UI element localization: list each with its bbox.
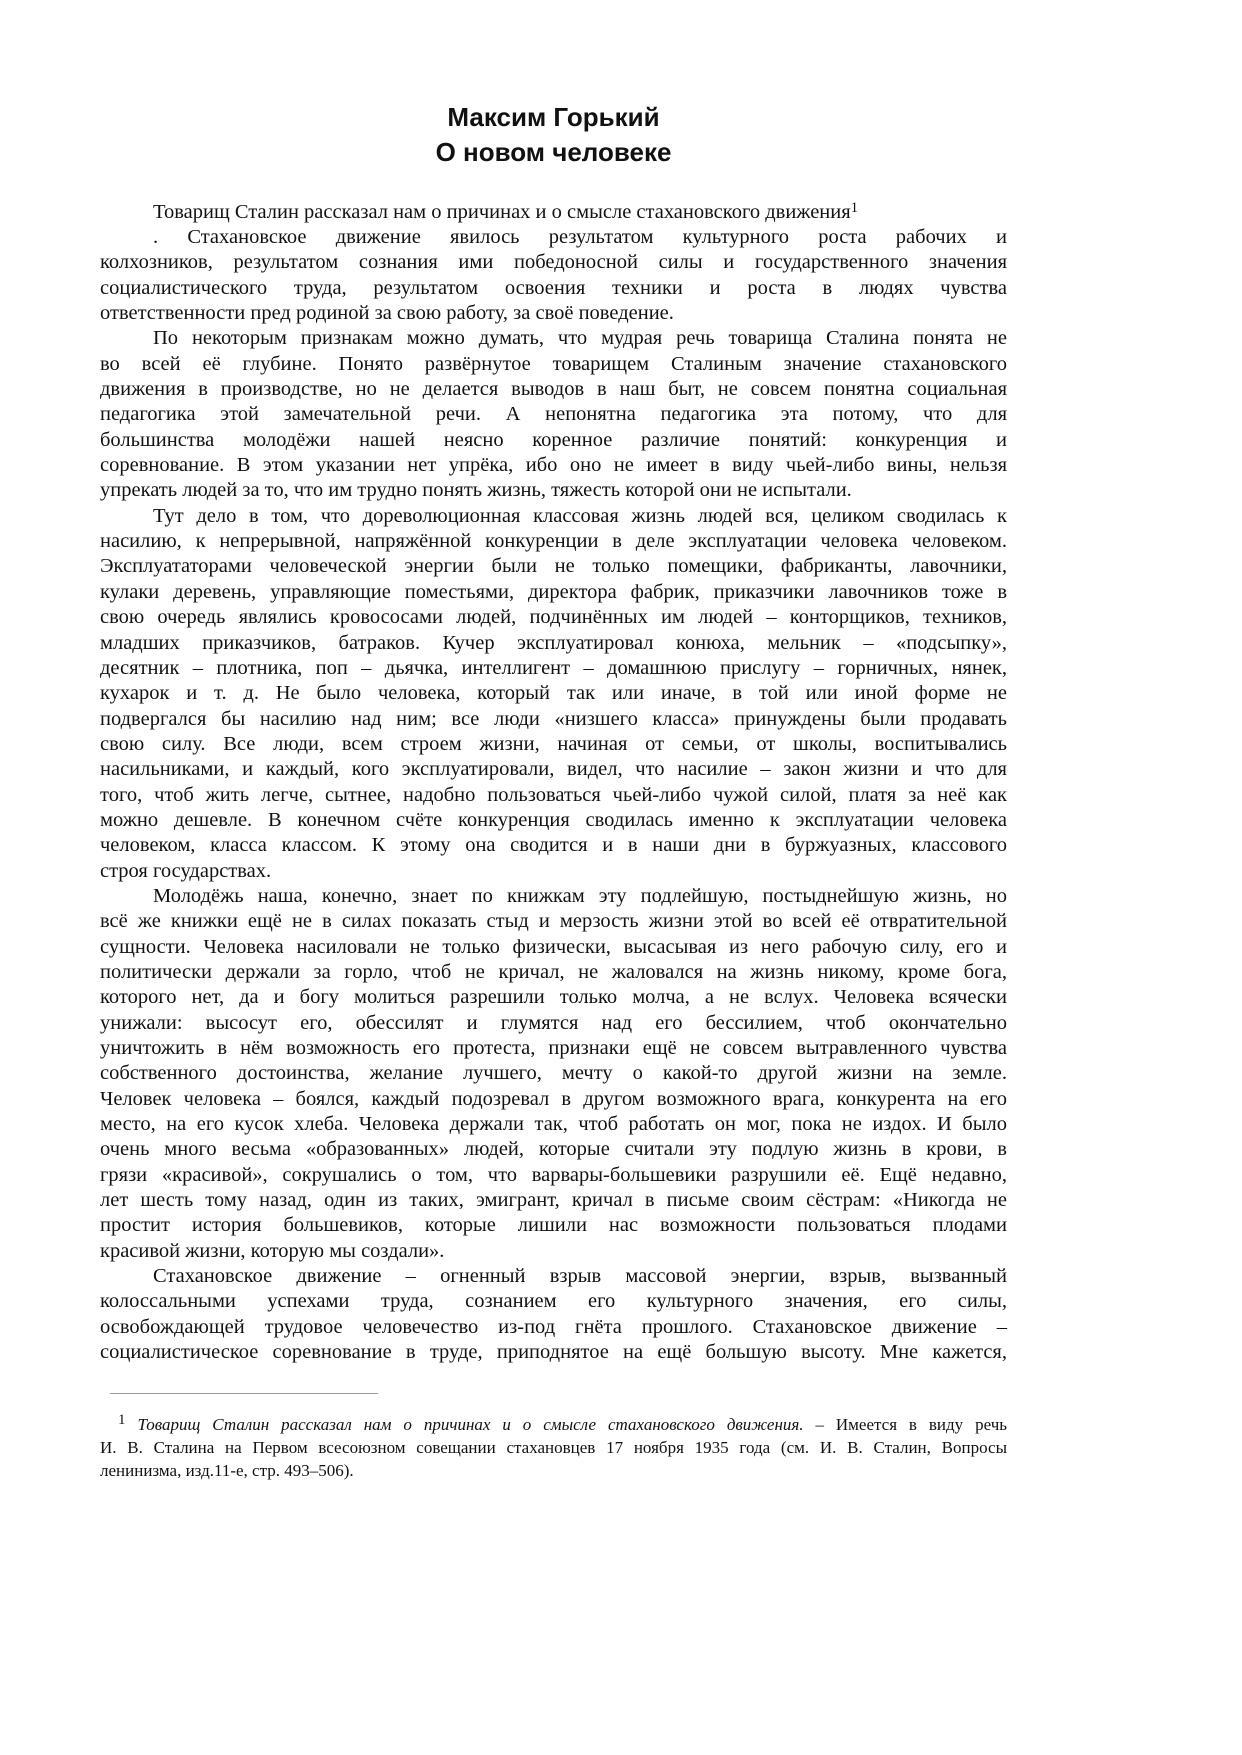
paragraph — [100, 1264, 1007, 1365]
footnote — [100, 1413, 1007, 1482]
text-line: грязи «красивой», сокрушались о том, что варвары-большевики разрушили её. Ещё недавно, — [100, 1163, 1007, 1186]
text-line: упрекать людей за то, что им трудно понять жизнь, тяжесть которой они не испытали. — [100, 479, 852, 502]
text-line: Тут дело в том, что дореволюционная классовая жизнь людей вся, целиком сводилась к — [153, 504, 1007, 527]
text-line: строя государствах. — [100, 859, 272, 882]
text-line — [100, 197, 1007, 225]
text-line: уничтожить в нём возможность его протеста, признаки ещё не совсем вытравленного чувства — [100, 1037, 1007, 1059]
text-line: насильниками, и каждый, кого эксплуатировали, видел, что насилие – закон жизни и что для — [100, 758, 1007, 781]
footnote-reference[interactable]: 1 — [850, 200, 859, 216]
paragraph — [100, 197, 1007, 326]
text-line: кухарок и т. д. Не было человека, который так или иначе, в той или иной форме не — [100, 682, 1007, 705]
footnote-line: И. В. Сталина на Первом всесоюзном совещании стахановцев 17 ноября 1935 года (см. И. В. Сталин, Вопросы — [100, 1438, 1007, 1457]
work-title: О новом человеке — [435, 137, 672, 167]
text-line: . Стахановское движение явилось результатом культурного роста рабочих и — [153, 226, 1007, 248]
text-line: место, на его кусок хлеба. Человека держали так, чтоб работать он мог, пока не издох. И было — [100, 1113, 1007, 1136]
paragraph — [100, 326, 1007, 503]
text-line: можно дешевле. В конечном счёте конкуренция сводилась именно к эксплуатации человека — [100, 808, 1007, 831]
text-line-content: Товарищ Сталин рассказал нам о причинах и о смысле стахановского движения — [153, 201, 851, 223]
text-line: во всей её глубине. Понято развёрнутое товарищем Сталиным значение стахановского — [100, 352, 1007, 375]
text-line: сущности. Человека насиловали не только физически, высасывая из него рабочую силу, его и — [100, 935, 1007, 958]
paragraph — [100, 884, 1007, 1264]
text-line: Человек человека – боялся, каждый подозревал в другом возможного врага, конкурента на его — [100, 1087, 1007, 1110]
text-line: движения в производстве, но не делается выводов в наш быт, не совсем понятна социальная — [100, 378, 1007, 401]
text-line: унижали: высосут его, обессилят и глумятся над его бессилием, чтоб окончательно — [100, 1011, 1007, 1034]
document-title — [100, 100, 1007, 170]
text-line: очень много весьма «образованных» людей, которые считали эту подлую жизнь в крови, в — [100, 1138, 1007, 1161]
text-line: красивой жизни, которую мы создали». — [100, 1239, 445, 1262]
text-line: колхозников, результатом сознания ими победоносной силы и государственного значения — [100, 251, 1007, 274]
text-line: которого нет, да и богу молиться разрешили только молча, а не вслух. Человека всячески — [100, 986, 1007, 1009]
text-line: собственного достоинства, желание лучшего, мечту о какой-то другой жизни на земле. — [100, 1062, 1007, 1085]
footnote-line: ленинизма, изд.11-е, стр. 493–506). — [100, 1461, 354, 1480]
text-line: лет шесть тому назад, один из таких, эмигрант, кричал в письме своим сёстрам: «Никогда не — [100, 1189, 1007, 1212]
text-line: освобождающей трудовое человечество из-под гнёта прошлого. Стахановское движение – — [100, 1315, 1007, 1338]
text-line: простит история большевиков, которые лишили нас возможности пользоваться плодами — [100, 1214, 1007, 1237]
footnote-number: 1 — [118, 1412, 126, 1428]
text-line: колоссальными успехами труда, сознанием его культурного значения, его силы, — [100, 1290, 1007, 1313]
text-line: свою силу. Все люди, всем строем жизни, начиная от семьи, от школы, воспитывались — [100, 732, 1007, 755]
text-line: младших приказчиков, батраков. Кучер эксплуатировал конюха, мельник – «подсыпку», — [100, 631, 1007, 654]
text-line: педагогика этой замечательной речи. А непонятна педагогика эта потому, что для — [100, 403, 1007, 426]
paragraph — [100, 504, 1007, 884]
document-body — [100, 197, 1007, 1365]
text-line: По некоторым признакам можно думать, что мудрая речь товарища Сталина понята не — [153, 327, 1007, 350]
text-line: подвергался бы насилию над ним; все люди «низшего класса» принуждены были продавать — [100, 707, 1007, 730]
footnote-separator — [110, 1393, 378, 1394]
text-line: человеком, класса классом. К этому она сводится и в наши дни в буржуазных, классового — [100, 834, 1007, 857]
text-line: десятник – плотника, поп – дьячка, интеллигент – домашнюю прислугу – горничных, нянек, — [100, 656, 1007, 679]
author-name: Максим Горький — [447, 102, 660, 132]
text-line: Стахановское движение – огненный взрыв массовой энергии, взрыв, вызванный — [153, 1265, 1007, 1288]
text-line: социалистическое соревнование в труде, приподнятое на ещё большую высоту. Мне кажется, — [100, 1341, 1007, 1364]
text-line: Молодёжь наша, конечно, знает по книжкам эту подлейшую, постыднейшую жизнь, но — [153, 884, 1007, 907]
text-line: свою очередь являлись кровососами людей, подчинённых им людей – конторщиков, техников, — [100, 606, 1007, 629]
text-line: всё же книжки ещё не в силах показать стыд и мерзость жизни этой во всей её отвратительной — [100, 910, 1007, 933]
footnote-line — [100, 1413, 1007, 1436]
text-line: социалистического труда, результатом освоения техники и роста в людях чувства — [100, 276, 1007, 299]
text-line: того, чтоб жить легче, сытнее, надобно пользоваться чьей-либо чужой силой, платя за неё как — [100, 783, 1007, 806]
footnote-quote: Товарищ Сталин рассказал нам о причинах и о смысле стахановского движения. — [137, 1415, 804, 1434]
footnote-text: – Имеется в виду речь — [803, 1415, 1008, 1434]
text-line: большинства молодёжи нашей неясно коренное различие понятий: конкуренция и — [100, 428, 1007, 451]
text-line: Эксплуататорами человеческой энергии были не только помещики, фабриканты, лавочники, — [100, 555, 1007, 578]
text-line: соревнование. В этом указании нет упрёка, ибо оно не имеет в виду чьей-либо вины, нельзя — [100, 454, 1007, 477]
text-line: ответственности пред родиной за свою работу, за своё поведение. — [100, 302, 674, 325]
text-line: кулаки деревень, управляющие поместьями, директора фабрик, приказчики лавочников тоже в — [100, 580, 1007, 603]
text-line: насилию, к непрерывной, напряжённой конкуренции в деле эксплуатации человека человеком. — [100, 530, 1007, 553]
text-line: политически держали за горло, чтоб не кричал, не жаловался на жизнь никому, кроме бога, — [100, 960, 1007, 983]
